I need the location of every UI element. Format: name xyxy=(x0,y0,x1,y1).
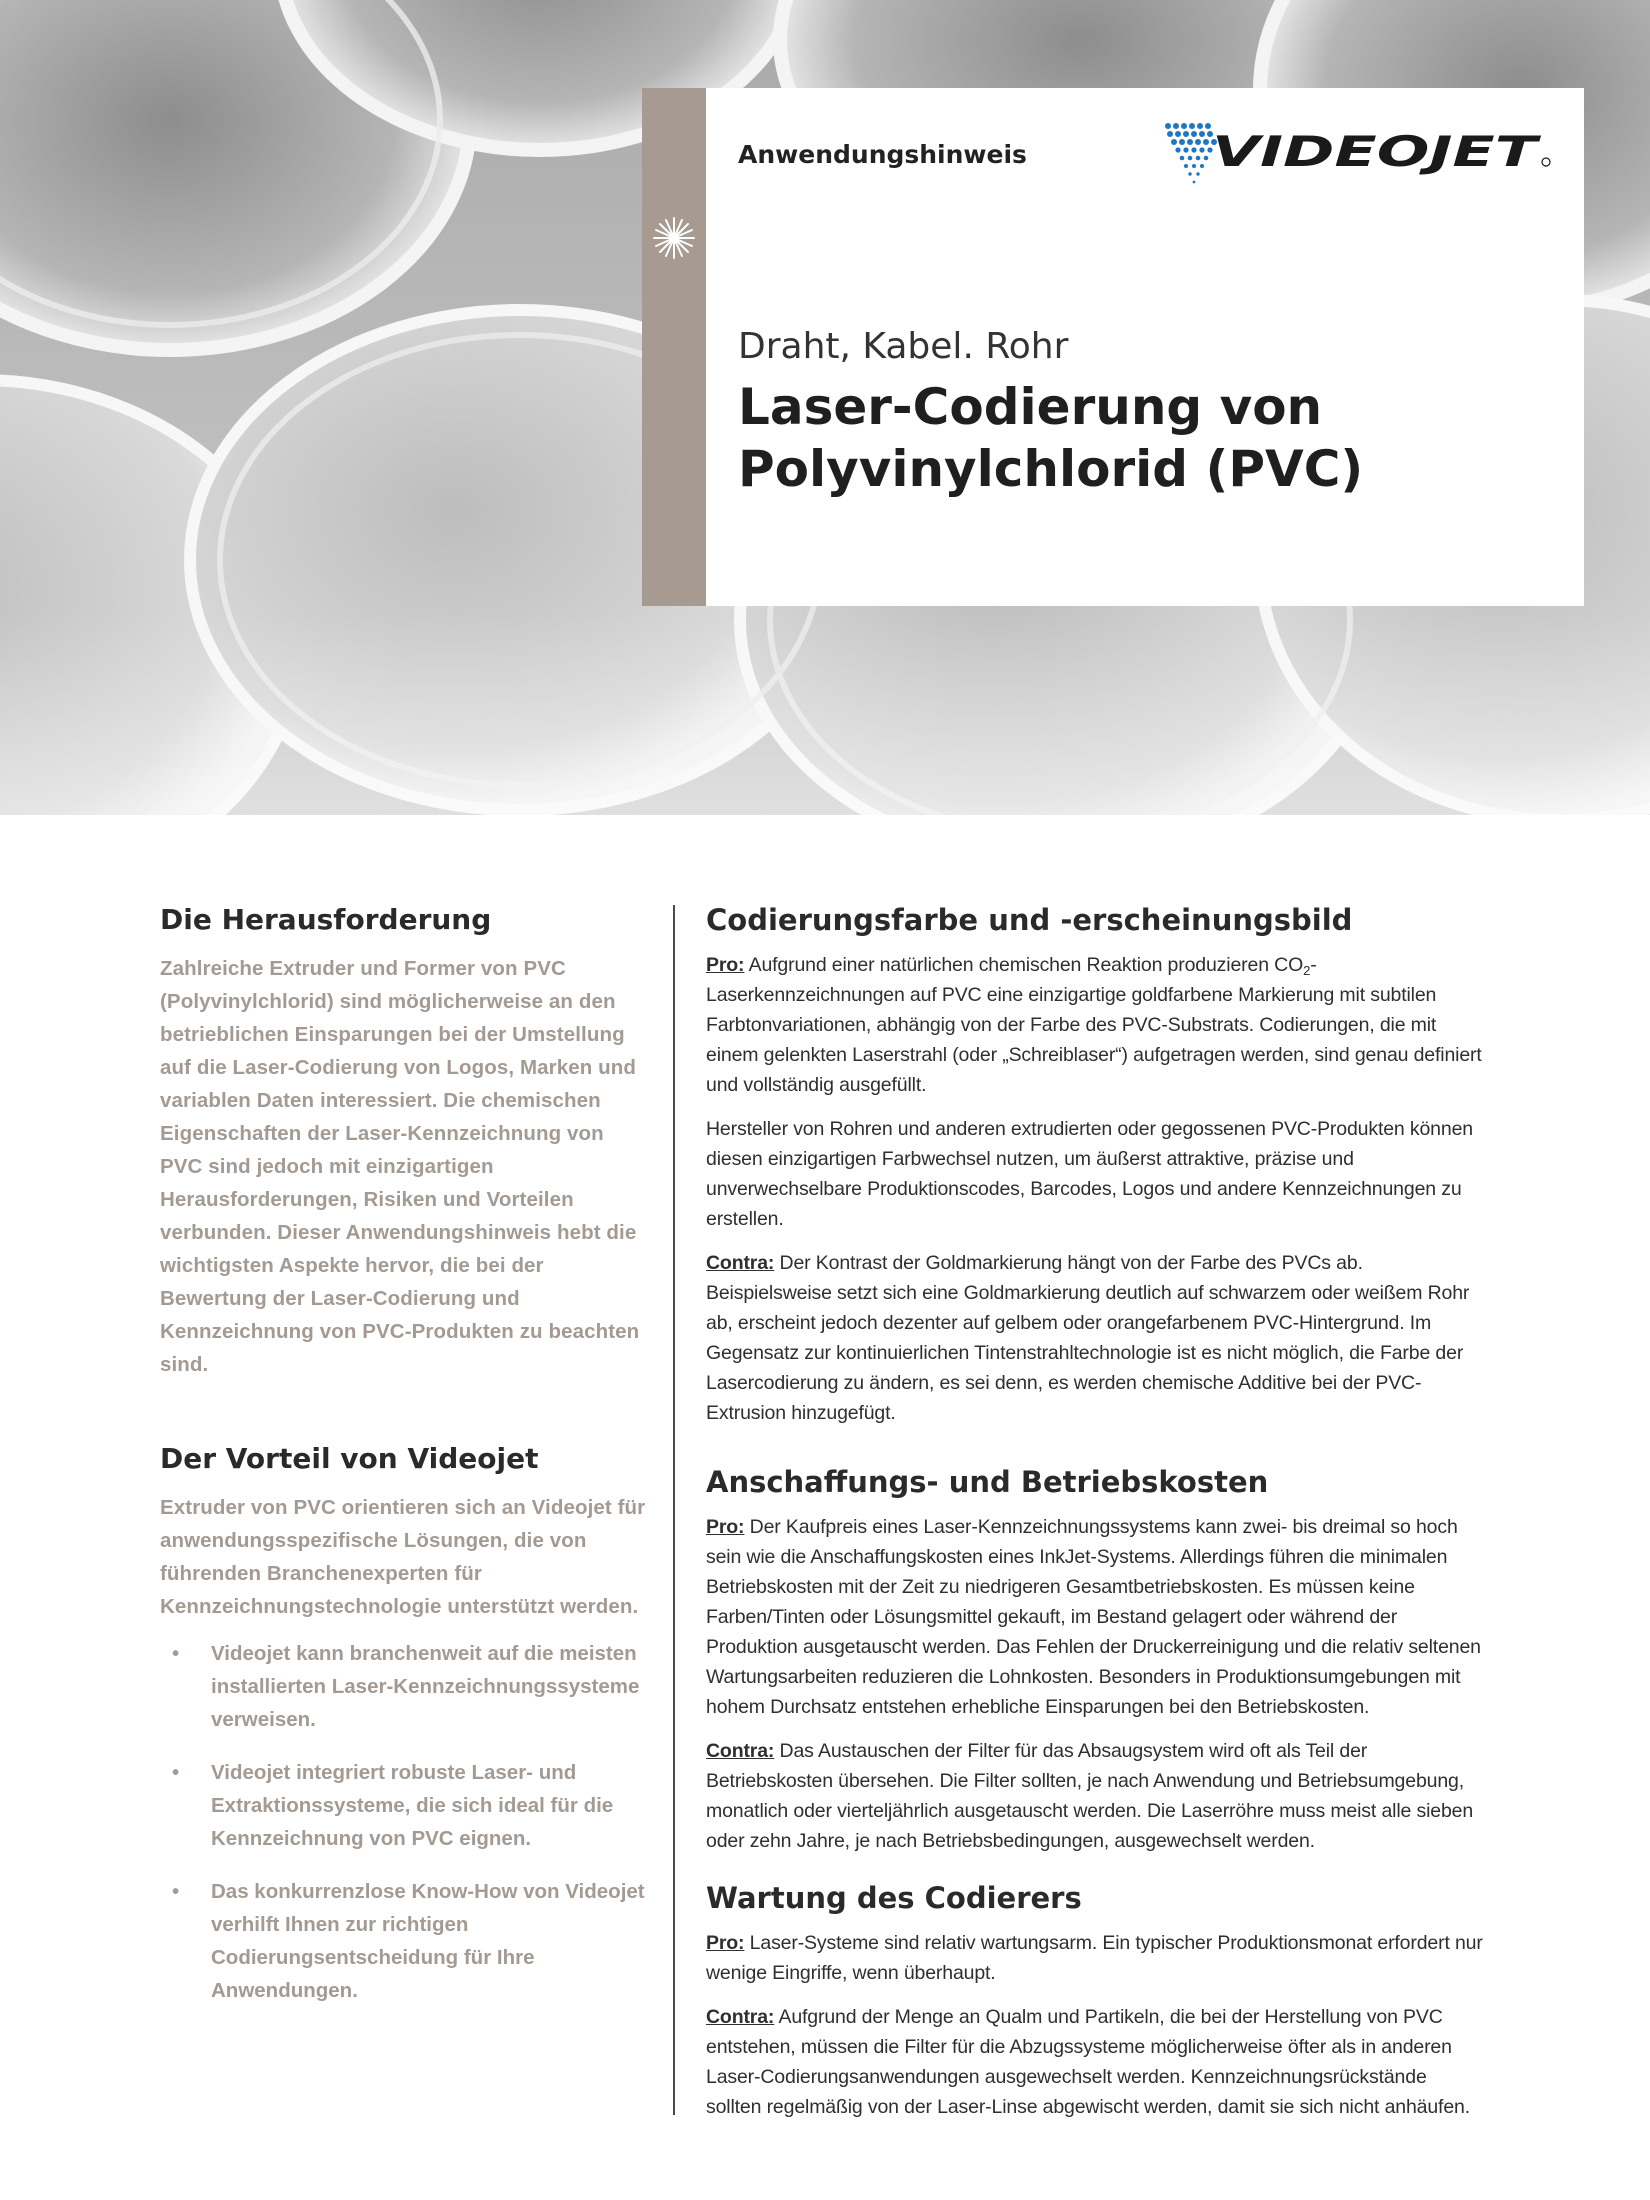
bullet-icon: • xyxy=(172,1880,180,1903)
videojet-logo xyxy=(1154,114,1554,194)
pro-label: Pro: xyxy=(706,954,745,976)
advantage-bullet-list xyxy=(160,1637,650,2007)
logo-wordmark: VIDEOJET xyxy=(1212,127,1542,176)
pro-label: Pro: xyxy=(706,1516,745,1538)
bullet-icon: • xyxy=(172,1642,180,1665)
column-divider xyxy=(673,905,675,2115)
right-column xyxy=(706,900,1486,2122)
pro-label: Pro: xyxy=(706,1932,745,1954)
list-item: • Videojet integriert robuste Laser- und Extraktionssysteme, die sich ideal für die Kennzeichnung von PVC eignen. xyxy=(160,1756,650,1855)
contra-label: Contra: xyxy=(706,2006,775,2028)
challenge-heading: Die Herausforderung xyxy=(160,903,492,936)
advantage-text: Extruder von PVC orientieren sich an Videojet für anwendungsspezifische Lösungen, die von führenden Branchenexperten für Kennzeichnungstechnologie unterstützt werden. xyxy=(160,1496,646,1618)
color-heading: Codierungsfarbe und -erscheinungsbild xyxy=(706,903,1353,937)
cost-contra-paragraph: Contra: Das Austauschen der Filter für das Absaugsystem wird oft als Teil der Betriebskosten übersehen. Die Filter sollten, je nach Anwendung und Betriebsumgebung, monatlich oder vierteljährlich ausgetauscht werden. Die Laserröhre muss meist alle sieben oder zehn Jahre, je nach Betriebsbedingungen, ausgewechselt werden. xyxy=(706,1740,1474,1852)
challenge-text: Zahlreiche Extruder und Former von PVC (Polyvinylchlorid) sind möglicherweise an den betrieblichen Einsparungen bei der Umstellung auf die Laser-Codierung von Logos, Marken und variablen Daten interessiert. Die chemischen Eigenschaften der Laser-Kennzeichnung von PVC sind jedoch mit einzigartigen Herausforderungen, Risiken und Vorteilen verbunden. Dieser Anwendungshinweis hebt die wichtigsten Aspekte hervor, die bei der Bewertung der Laser-Codierung und Kennzeichnung von PVC-Produkten zu beachten sind. xyxy=(160,957,640,1376)
header-card xyxy=(642,88,1584,606)
maintenance-contra-paragraph: Contra: Aufgrund der Menge an Qualm und Partikeln, die bei der Herstellung von PVC entstehen, müssen die Filter für die Abzugssysteme möglicherweise öfter als in anderen Laser-Codierungsanwendungen ausgewechselt werden. Kennzeichnungsrückstände sollten regelmäßig von der Laser-Linse abgewischt werden, damit sie sich nicht anhäufen. xyxy=(706,2006,1470,2118)
bullet-icon: • xyxy=(172,1761,180,1784)
contra-label: Contra: xyxy=(706,1740,775,1762)
maintenance-pro-paragraph: Pro: Laser-Systeme sind relativ wartungsarm. Ein typischer Produktionsmonat erfordert nur wenige Eingriffe, wenn überhaupt. xyxy=(706,1932,1483,1984)
left-column xyxy=(160,900,650,2027)
accent-stripe xyxy=(642,88,706,606)
list-item: • Das konkurrenzlose Know-How von Videojet verhilft Ihnen zur richtigen Codierungsentscheidung für Ihre Anwendungen. xyxy=(160,1875,650,2007)
laser-star-icon xyxy=(652,216,696,260)
advantage-heading: Der Vorteil von Videojet xyxy=(160,1442,539,1475)
document-type-label: Anwendungshinweis xyxy=(738,140,1027,169)
cost-pro-paragraph: Pro: Der Kaufpreis eines Laser-Kennzeichnungssystems kann zwei- bis dreimal so hoch sein wie die Anschaffungskosten eines InkJet-Systems. Allerdings führen die minimalen Betriebskosten mit der Zeit zu niedrigeren Gesamtbetriebskosten. Es müssen keine Farben/Tinten oder Lösungsmittel gekauft, im Bestand gelagert oder während der Produktion ausgetauscht werden. Das Fehlen der Druckerreinigung und die relativ seltenen Wartungsarbeiten reduzieren die Lohnkosten. Besonders in Produktionsumgebungen mit hohem Durchsatz entstehen erhebliche Einsparungen bei den Betriebskosten. xyxy=(706,1516,1481,1718)
color-contra-paragraph: Contra: Der Kontrast der Goldmarkierung hängt von der Farbe des PVCs ab. Beispielsweise setzt sich eine Goldmarkierung deutlich auf schwarzem oder weißem Rohr ab, erscheint jedoch dezenter auf gelbem oder orangefarbenem PVC-Hintergrund. Im Gegensatz zur kontinuierlichen Tintenstrahltechnologie ist es nicht möglich, die Farbe der Lasercodierung zu ändern, es sei denn, es werden chemische Additive bei der PVC-Extrusion hinzugefügt. xyxy=(706,1252,1470,1424)
cost-heading: Anschaffungs- und Betriebskosten xyxy=(706,1465,1269,1499)
document-title: Laser-Codierung von Polyvinylchlorid (PVC) xyxy=(738,378,1364,498)
color-pro-paragraph: Pro: Aufgrund einer natürlichen chemischen Reaktion produzieren $CO_2$-Laserkennzeichnungen auf PVC eine einzigartige goldfarbene Markierung mit subtilen Farbtonvariationen, abhängig von der Farbe des PVC-Substrats. Codierungen, die mit einem gelenkten Laserstrahl (oder „Schreiblaser“) aufgetragen werden, sind genau definiert und vollständig ausgefüllt. xyxy=(706,954,1482,1096)
color-paragraph-2: Hersteller von Rohren und anderen extrudierten oder gegossenen PVC-Produkten können diesen einzigartigen Farbwechsel nutzen, um äußerst attraktive, präzise und unverwechselbare Produktionscodes, Barcodes, Logos und andere Kennzeichnungen zu erstellen. xyxy=(706,1118,1473,1230)
maintenance-heading: Wartung des Codierers xyxy=(706,1881,1082,1915)
contra-label: Contra: xyxy=(706,1252,775,1274)
list-item: • Videojet kann branchenweit auf die meisten installierten Laser-Kennzeichnungssysteme verweisen. xyxy=(160,1637,650,1736)
document-subtitle: Draht, Kabel. Rohr xyxy=(738,326,1069,367)
